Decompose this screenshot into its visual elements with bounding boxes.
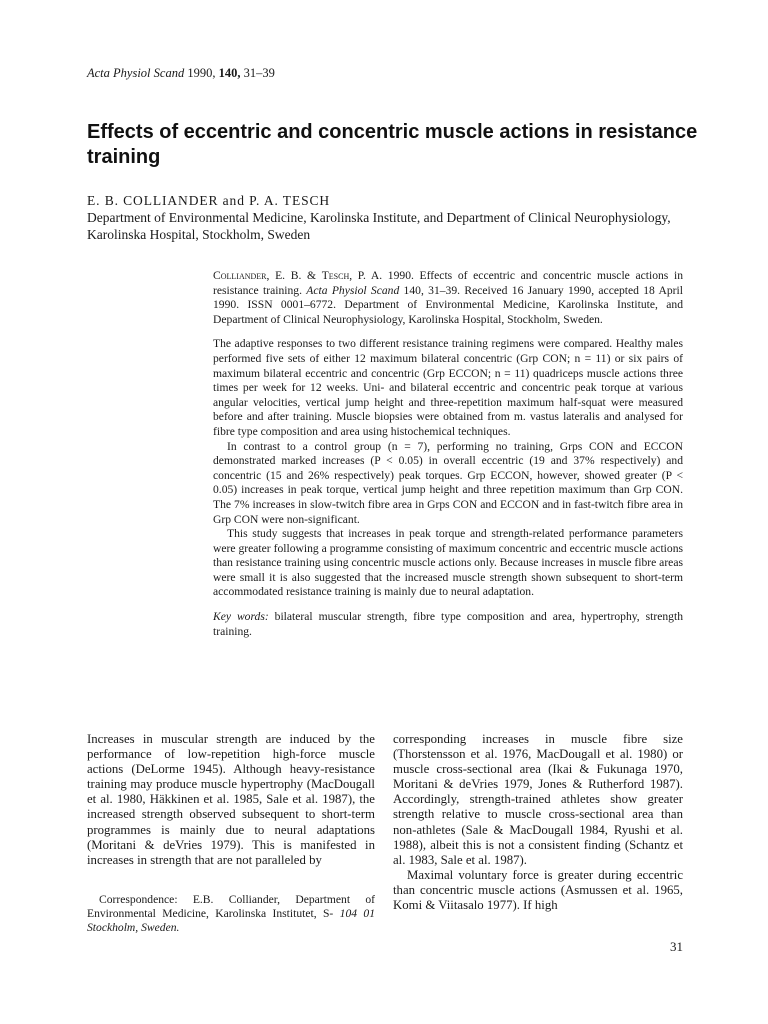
body-paragraph-continued: corresponding increases in muscle fibre size (Thorstensson et al. 1976, MacDougall et al. 1980) or muscle cross-sectional area (Ikai & Fukunaga 1970, Moritani & deVries 1979, Jones & Rutherford 1987). Accordingly, strength-trained athletes show greater strength relative to muscle cross-sectional area than non-athletes (Sale & MacDougall 1984, Ryushi et al. 1988), albeit this is not a consistent finding (Schantz et al. 1983, Sale et al. 1987). <box>393 732 683 867</box>
citation-journal: Acta Physiol Scand <box>306 283 400 297</box>
citation-block <box>213 269 683 327</box>
correspondence-text: E.B. Colliander, Department of Environmental Medicine, Karolinska Institutet, S- <box>87 893 375 921</box>
author-list: E. B. COLLIANDER and P. A. TESCH <box>87 193 331 208</box>
article-title: Effects of eccentric and concentric muscle actions in resistance training <box>87 121 698 168</box>
body-paragraph-eccentric: Maximal voluntary force is greater during eccentric than concentric muscle actions (Asmussen et al. 1965, Komi & Viitasalo 1977). If high <box>393 867 683 913</box>
abstract-paragraph-2: In contrast to a control group (n = 7), performing no training, Grps CON and ECCON demonstrated marked increases (P < 0.05) in overall eccentric (19 and 37% respectively) and concentric (15 and 26% respectively) peak torques. Grp ECCON, however, showed greater (P < 0.05) increases in peak torque, vertical jump height and three repetition maximum than Grp CON. The 7% increases in slow-twitch fibre area in Grps CON and ECCON and in fast-twitch fibre area in Grp CON were non-significant. <box>213 439 683 526</box>
journal-volume: 140, <box>218 66 241 80</box>
abstract-paragraph-1: The adaptive responses to two different resistance training regimens were compared. Healthy males performed five sets of either 12 maximum bilateral concentric (Grp CON; n = 11) or six pairs of maximum bilateral eccentric and concentric (Grp ECCON; n = 11) quadriceps muscle actions three times per week for 12 weeks. Uni- and bilateral eccentric and concentric peak torque at various angular velocities, vertical jump height and three-repetition maximum half-squat were measured before and after training. Muscle biopsies were obtained from m. vastus lateralis and analysed for fibre type composition and area using histochemical techniques. <box>213 337 683 438</box>
body-paragraph-intro: Increases in muscular strength are induced by the performance of low-repetition high-force muscle actions (DeLorme 1945). Although heavy-resistance training may produce muscle hypertrophy (MacDougall et al. 1980, Häkkinen et al. 1985, Sale et al. 1987), the increased strength observed subsequent to short-term programmes is mainly due to neural adaptations (Moritani & deVries 1979). This is manifested in increases in strength that are not paralleled by <box>87 732 375 867</box>
keywords-line <box>213 610 683 639</box>
keywords-text: bilateral muscular strength, fibre type composition and area, hypertrophy, strength training. <box>213 610 683 638</box>
page-number: 31 <box>670 939 683 954</box>
author-affiliation: Department of Environmental Medicine, Karolinska Institute, and Department of Clinical Neurophysiology, Karolinska Hospital, Stockholm, Sweden <box>87 210 671 242</box>
abstract-block <box>213 269 683 639</box>
journal-name: Acta Physiol Scand <box>87 66 185 80</box>
running-header <box>87 66 275 81</box>
body-column-right <box>393 732 683 913</box>
journal-pages: 31–39 <box>243 66 275 80</box>
journal-year: 1990, <box>187 66 216 80</box>
keywords-label: Key words: <box>213 610 269 624</box>
correspondence-address: 104 01 Stockholm, Sweden. <box>87 907 375 935</box>
correspondence-footnote <box>87 893 375 936</box>
abstract-paragraph-3: This study suggests that increases in peak torque and strength-related performance parameters were greater following a programme consisting of maximum concentric and eccentric muscle actions than resistance training using concentric muscle actions only. Because increases in muscle fibre areas were small it is also suggested that the increased muscle strength shown subsequent to short-term accommodated resistance training is mainly due to neural adaptation. <box>213 527 683 599</box>
body-column-left <box>87 732 375 868</box>
citation-author-1: Colliander <box>213 269 267 282</box>
citation-author-2: Tesch <box>321 269 350 282</box>
citation-text-1: , P. A. 1990. Effects of eccentric and concentric muscle actions in resistance training. <box>213 269 683 297</box>
citation-author-separator: , E. B. & <box>266 269 322 282</box>
citation-text-2: 140, 31–39. Received 16 January 1990, accepted 18 April 1990. ISSN 0001–6772. Department of Environmental Medicine, Karolinska Institute, and Department of Clinical Neurophysiology, Karolinska Hospital, Stockholm, Sweden. <box>213 283 683 326</box>
correspondence-label: Correspondence: <box>99 893 178 906</box>
